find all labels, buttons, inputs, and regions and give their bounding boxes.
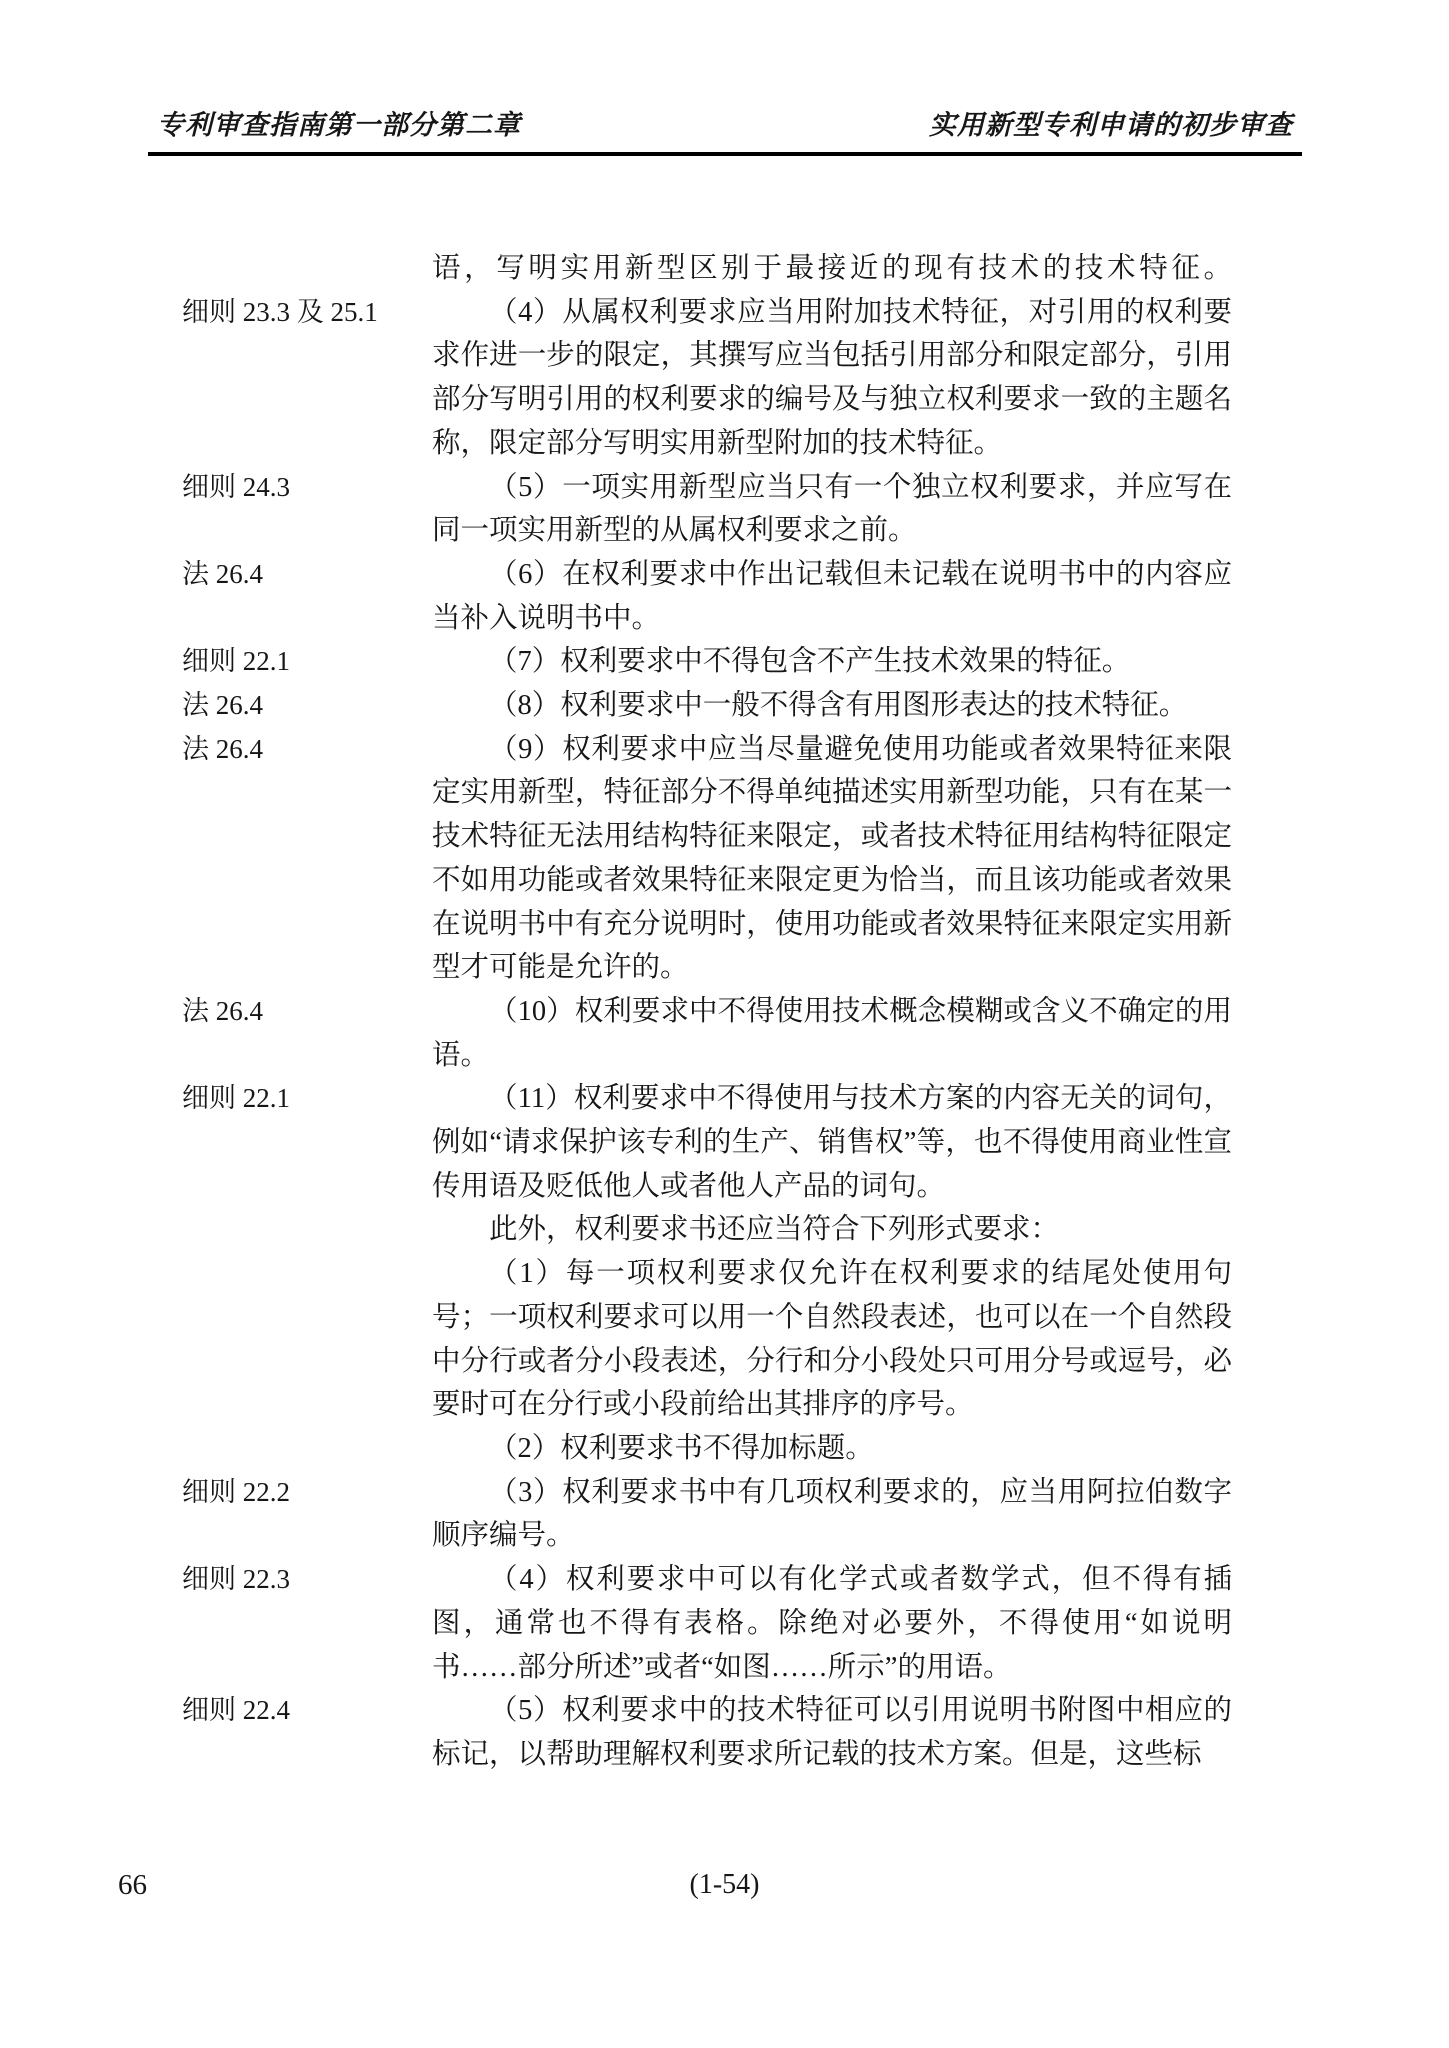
- header-rule: [148, 152, 1302, 156]
- margin-rule-label: 法 26.4: [182, 733, 263, 764]
- margin-rule-label: 法 26.4: [182, 690, 263, 721]
- margin-rule-label: 法 26.4: [182, 995, 263, 1026]
- text-row: [182, 728, 1232, 990]
- paragraph: （4）从属权利要求应当用附加技术特征，对引用的权利要求作进一步的限定，其撰写应当包括引用部分和限定部分，引用部分写明引用的权利要求的编号及与独立权利要求一致的主题名称，限定部分写明实用新型附加的技术特征。: [432, 296, 1232, 459]
- margin-rule-label: 细则 22.4: [182, 1695, 290, 1726]
- text-row: [182, 1689, 1232, 1776]
- text-row: [182, 1077, 1232, 1208]
- paragraph: （9）权利要求中应当尽量避免使用功能或者效果特征来限定实用新型，特征部分不得单纯描述实用新型功能，只有在某一技术特征无法用结构特征来限定，或者技术特征用结构特征限定不如用功能或者效果特征来限定更为恰当，而且该功能或者效果在说明书中有充分说明时，使用功能或者效果特征来限定实用新型才可能是允许的。: [432, 733, 1232, 984]
- margin-rule-label: 法 26.4: [182, 558, 263, 589]
- paragraph: （8）权利要求中一般不得含有用图形表达的技术特征。: [489, 690, 1188, 722]
- margin-rule-label: 细则 23.3 及 25.1: [182, 296, 378, 327]
- paragraph: （2）权利要求书不得加标题。: [489, 1432, 874, 1464]
- paragraph: 此外，权利要求书还应当符合下列形式要求：: [489, 1214, 1060, 1246]
- paragraph: （11）权利要求中不得使用与技术方案的内容无关的词句，例如“请求保护该专利的生产、销售权”等，也不得使用商业性宣传用语及贬低他人或者他人产品的词句。: [432, 1083, 1232, 1202]
- text-row: [182, 1471, 1232, 1558]
- page-number: 66: [118, 1869, 147, 1901]
- paragraph: （7）权利要求中不得包含不产生技术效果的特征。: [489, 646, 1131, 678]
- paragraph: （5）一项实用新型应当只有一个独立权利要求，并应写在同一项实用新型的从属权利要求之前。: [432, 471, 1232, 547]
- text-row: [182, 1208, 1232, 1252]
- text-row: [182, 553, 1232, 640]
- text-row: [182, 247, 1232, 291]
- paragraph: （1）每一项权利要求仅允许在权利要求的结尾处使用句号；一项权利要求可以用一个自然段表述，也可以在一个自然段中分行或者分小段表述，分行和分小段处只可用分号或逗号，必要时可在分行或小段前给出其排序的序号。: [432, 1258, 1232, 1421]
- text-row: [182, 1427, 1232, 1471]
- body-rows: [182, 247, 1232, 1777]
- paragraph: （6）在权利要求中作出记载但未记载在说明书中的内容应当补入说明书中。: [432, 558, 1232, 634]
- text-row: [182, 684, 1232, 728]
- paragraph: （4）权利要求中可以有化学式或者数学式，但不得有插图，通常也不得有表格。除绝对必要外，不得使用“如说明书……部分所述”或者“如图……所示”的用语。: [432, 1564, 1232, 1683]
- text-row: [182, 291, 1232, 466]
- paragraph: （10）权利要求中不得使用技术概念模糊或含义不确定的用语。: [432, 995, 1232, 1071]
- paragraph: （5）权利要求中的技术特征可以引用说明书附图中相应的标记，以帮助理解权利要求所记载的技术方案。但是，这些标: [432, 1695, 1232, 1770]
- text-row: [182, 1252, 1232, 1427]
- header-right-title: 实用新型专利申请的初步审查: [929, 110, 1293, 140]
- footer-center-number: (1-54): [689, 1869, 760, 1900]
- paragraph: （3）权利要求书中有几项权利要求的，应当用阿拉伯数字顺序编号。: [432, 1476, 1232, 1552]
- margin-rule-label: 细则 24.3: [182, 471, 290, 502]
- margin-rule-label: 细则 22.3: [182, 1564, 290, 1595]
- margin-rule-label: 细则 22.2: [182, 1476, 290, 1507]
- text-row: [182, 990, 1232, 1077]
- text-row: [182, 640, 1232, 684]
- margin-rule-label: 细则 22.1: [182, 1083, 290, 1114]
- margin-rule-label: 细则 22.1: [182, 646, 290, 677]
- text-row: [182, 466, 1232, 553]
- text-row: [182, 1558, 1232, 1689]
- paragraph: 语，写明实用新型区别于最接近的现有技术的技术特征。: [432, 253, 1232, 284]
- header-left-title: 专利审查指南第一部分第二章: [157, 110, 521, 140]
